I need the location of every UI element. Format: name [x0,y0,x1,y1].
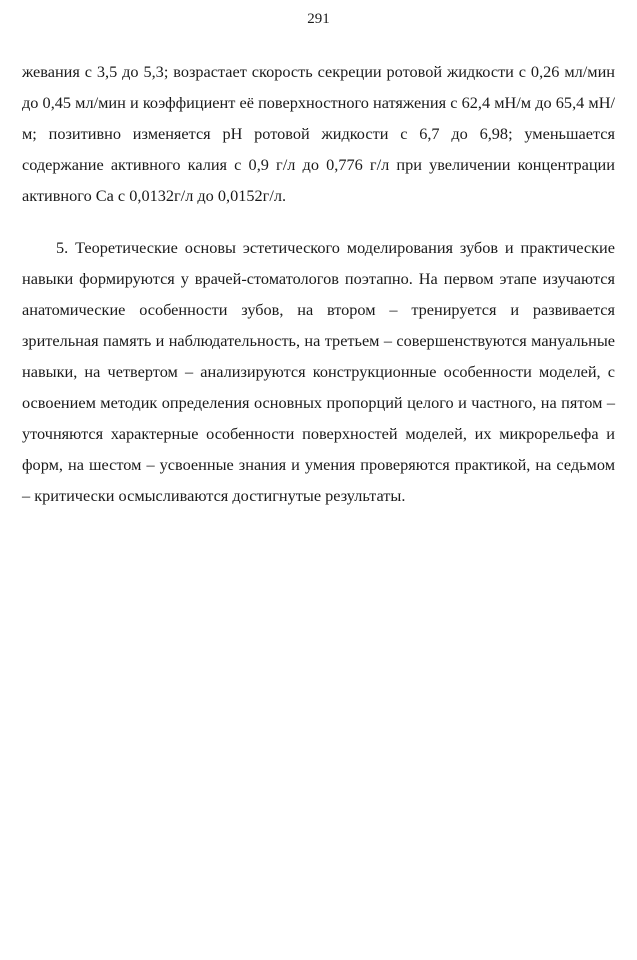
paragraph-results-continuation: жевания с 3,5 до 5,3; возрастает скорость секреции ротовой жидкости с 0,26 мл/мин до 0,45 мл/мин и коэффициент её поверхностного натяжения с 62,4 мН/м до 65,4 мН/м; позитивно изменяется pH ротовой жидкости с 6,7 до 6,98; уменьшается содержание активного калия с 0,9 г/л до 0,776 г/л при увеличении концентрации активного Са с 0,0132г/л до 0,0152г/л. [22,62,615,205]
page-number: 291 [307,11,330,27]
paragraph-conclusion-5: 5. Теоретические основы эстетического моделирования зубов и практические навыки формируются у врачей-стоматологов поэтапно. На первом этапе изучаются анатомические особенности зубов, на втором – тренируется и развивается зрительная память и наблюдательность, на третьем – совершенствуются мануальные навыки, на четвертом – анализируются конструкционные особенности моделей, с освоением методик определения основных пропорций целого и частного, на пятом – уточняются характерные особенности поверхностей моделей, их микрорельефа и форм, на шестом – усвоенные знания и умения проверяются практикой, на седьмом – критически осмысливаются достигнутые результаты. [22,238,615,505]
